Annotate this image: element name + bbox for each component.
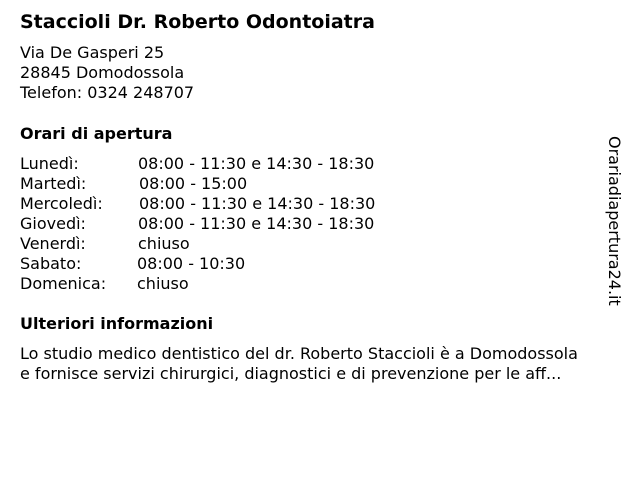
time-value: 08:00 - 10:30 bbox=[137, 254, 246, 273]
site-watermark: Orariadiapertura24.it bbox=[605, 136, 624, 306]
day-label: Sabato: bbox=[20, 254, 82, 273]
opening-hours-heading: Orari di apertura bbox=[20, 124, 173, 143]
day-label: Mercoledì: bbox=[20, 194, 103, 213]
time-value: 08:00 - 11:30 e 14:30 - 18:30 bbox=[139, 194, 376, 213]
day-label: Venerdì: bbox=[20, 234, 86, 253]
time-value: chiuso bbox=[138, 234, 190, 253]
day-label: Martedì: bbox=[20, 174, 87, 193]
info-line: Lo studio medico dentistico del dr. Roberto Staccioli è a Domodossola bbox=[20, 344, 578, 363]
day-label: Giovedì: bbox=[20, 214, 86, 233]
day-label: Domenica: bbox=[20, 274, 107, 293]
page-title: Staccioli Dr. Roberto Odontoiatra bbox=[20, 11, 375, 33]
street-address: Via De Gasperi 25 bbox=[20, 43, 165, 62]
city-address: 28845 Domodossola bbox=[20, 63, 185, 82]
time-value: 08:00 - 11:30 e 14:30 - 18:30 bbox=[138, 214, 375, 233]
time-value: chiuso bbox=[137, 274, 189, 293]
time-value: 08:00 - 15:00 bbox=[139, 174, 248, 193]
info-line: e fornisce servizi chirurgici, diagnostici e di prevenzione per le aff... bbox=[20, 364, 562, 383]
additional-info-text bbox=[20, 344, 630, 384]
address-block bbox=[20, 43, 194, 103]
additional-info-heading: Ulteriori informazioni bbox=[20, 314, 214, 333]
time-value: 08:00 - 11:30 e 14:30 - 18:30 bbox=[138, 154, 375, 173]
phone-number[interactable]: Telefon: 0324 248707 bbox=[20, 83, 195, 102]
day-label: Lunedì: bbox=[20, 154, 79, 173]
